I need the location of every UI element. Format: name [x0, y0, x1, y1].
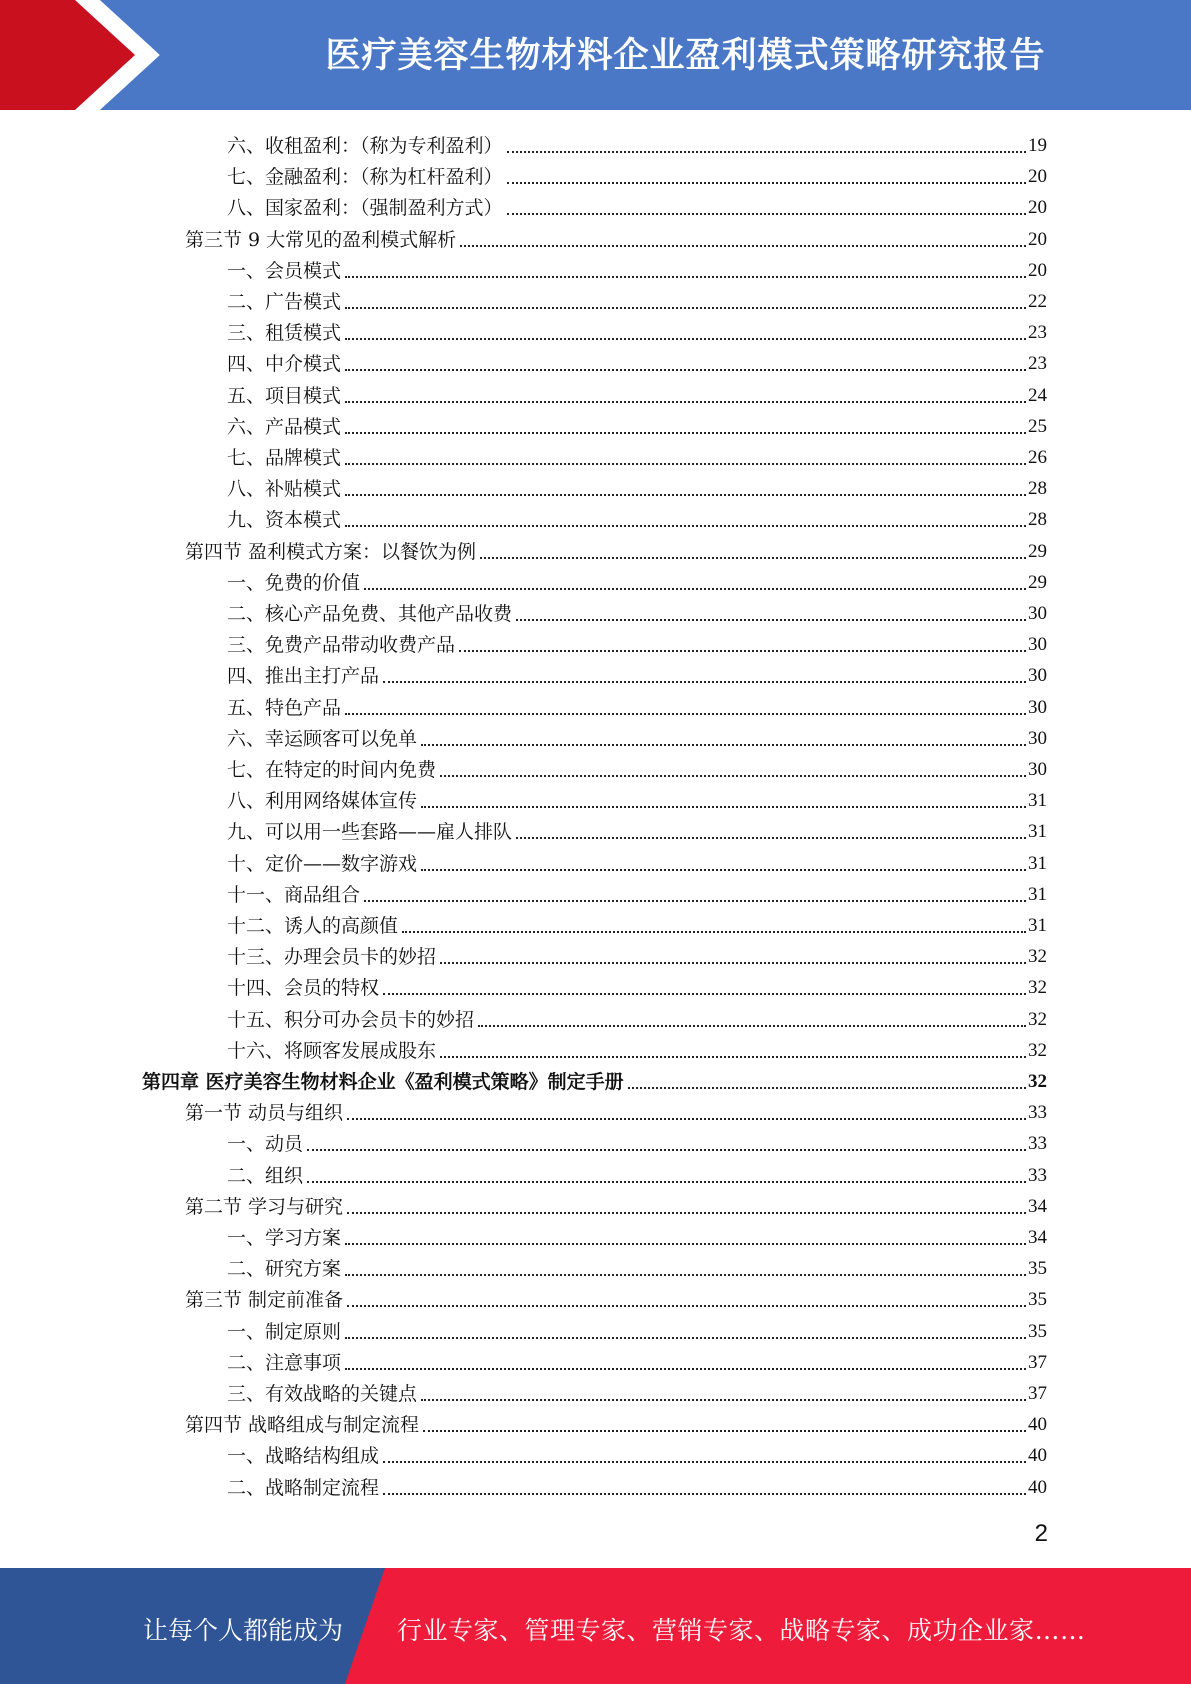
toc-entry-page: 31	[1028, 821, 1047, 843]
toc-entry-page: 30	[1028, 696, 1047, 718]
toc-dot-leader	[364, 588, 1026, 590]
toc-dot-leader	[307, 1181, 1026, 1183]
toc-entry-page: 20	[1028, 259, 1047, 281]
toc-entry-label: 第一节 动员与组织	[185, 1102, 344, 1125]
toc-entry-page: 32	[1028, 946, 1047, 968]
footer-slogan-right: 行业专家、管理专家、营销专家、战略专家、成功企业家……	[397, 1616, 1086, 1645]
toc-entry[interactable]	[227, 690, 1047, 721]
toc-entry-page: 32	[1028, 1008, 1047, 1030]
toc-dot-leader	[507, 213, 1026, 215]
toc-entry-page: 30	[1028, 634, 1047, 656]
toc-entry-page: 20	[1028, 166, 1047, 188]
toc-dot-leader	[307, 1149, 1026, 1151]
toc-entry-page: 37	[1028, 1351, 1047, 1373]
toc-entry[interactable]	[185, 1095, 1047, 1126]
toc-entry[interactable]	[227, 1158, 1047, 1189]
toc-entry-label: 八、利用网络媒体宣传	[227, 790, 418, 813]
toc-dot-leader	[460, 245, 1026, 247]
toc-entry-label: 五、项目模式	[227, 384, 342, 407]
toc-entry[interactable]	[227, 908, 1047, 939]
toc-entry-label: 七、品牌模式	[227, 447, 342, 469]
toc-entry[interactable]	[227, 1002, 1047, 1033]
toc-entry-page: 25	[1028, 415, 1047, 437]
toc-dot-leader	[507, 151, 1026, 153]
toc-entry-label: 一、战略结构组成	[227, 1445, 380, 1468]
toc-entry-page: 35	[1028, 1289, 1047, 1311]
toc-entry-label: 十、定价——数字游戏	[227, 852, 418, 875]
toc-entry-label: 三、有效战略的关键点	[227, 1383, 418, 1405]
toc-entry-page: 26	[1028, 447, 1047, 468]
toc-entry[interactable]	[227, 378, 1047, 409]
toc-entry-label: 第二节 学习与研究	[185, 1195, 344, 1218]
toc-entry-page: 30	[1028, 665, 1047, 687]
toc-entry[interactable]	[227, 315, 1047, 346]
toc-dot-leader	[364, 900, 1026, 902]
toc-entry[interactable]	[227, 1345, 1047, 1376]
toc-dot-leader	[516, 619, 1026, 621]
toc-entry[interactable]	[227, 565, 1047, 596]
toc-entry-label: 二、注意事项	[227, 1351, 342, 1374]
report-title: 医疗美容生物材料企业盈利模式策略研究报告	[325, 36, 1046, 76]
toc-entry-label: 一、学习方案	[227, 1227, 342, 1249]
toc-dot-leader	[345, 525, 1026, 527]
toc-dot-leader	[345, 463, 1026, 465]
toc-entry[interactable]	[227, 783, 1047, 814]
toc-entry[interactable]	[227, 1220, 1047, 1251]
toc-entry[interactable]	[227, 1376, 1047, 1407]
toc-entry-label: 第三节 制定前准备	[185, 1289, 344, 1312]
toc-entry[interactable]	[227, 877, 1047, 908]
toc-entry[interactable]	[227, 1126, 1047, 1157]
toc-entry[interactable]	[227, 1438, 1047, 1469]
toc-entry-page: 28	[1028, 478, 1047, 500]
toc-dot-leader	[478, 1025, 1026, 1027]
toc-entry-label: 第四章 医疗美容生物材料企业《盈利模式策略》制定手册	[142, 1071, 624, 1093]
toc-entry[interactable]	[227, 596, 1047, 627]
toc-entry-page: 31	[1028, 915, 1047, 936]
toc-dot-leader	[423, 1430, 1026, 1432]
toc-entry[interactable]	[227, 159, 1047, 190]
toc-entry-label: 一、免费的价值	[227, 571, 361, 594]
toc-entry[interactable]	[227, 1033, 1047, 1064]
toc-entry[interactable]	[227, 502, 1047, 533]
toc-entry-page: 37	[1028, 1383, 1047, 1404]
toc-entry-page: 33	[1028, 1164, 1047, 1186]
toc-entry-label: 十三、办理会员卡的妙招	[227, 946, 437, 969]
toc-entry-page: 31	[1028, 790, 1047, 812]
toc-entry-page: 35	[1028, 1320, 1047, 1342]
toc-entry-page: 33	[1028, 1133, 1047, 1155]
toc-entry-page: 19	[1028, 135, 1047, 156]
toc-entry[interactable]	[142, 1064, 1047, 1095]
toc-entry-label: 六、收租盈利：（称为专利盈利）	[227, 135, 503, 157]
toc-dot-leader	[421, 869, 1026, 871]
toc-dot-leader	[440, 1056, 1026, 1058]
toc-dot-leader	[421, 1399, 1026, 1401]
toc-entry-page: 35	[1028, 1258, 1047, 1280]
toc-entry-page: 34	[1028, 1195, 1047, 1217]
toc-entry[interactable]	[227, 190, 1047, 221]
toc-entry-page: 31	[1028, 852, 1047, 874]
toc-dot-leader	[383, 1461, 1026, 1463]
toc-entry[interactable]	[227, 346, 1047, 377]
toc-dot-leader	[628, 1087, 1026, 1089]
toc-entry-label: 四、推出主打产品	[227, 665, 380, 688]
toc-entry-label: 八、补贴模式	[227, 478, 342, 501]
toc-entry-page: 23	[1028, 353, 1047, 375]
toc-dot-leader	[516, 837, 1026, 839]
toc-entry-label: 十一、商品组合	[227, 883, 361, 906]
toc-dot-leader	[345, 338, 1026, 340]
toc-entry-label: 九、资本模式	[227, 509, 342, 532]
toc-entry-label: 二、研究方案	[227, 1258, 342, 1281]
toc-entry-page: 29	[1028, 540, 1047, 562]
toc-entry-label: 八、国家盈利：（强制盈利方式）	[227, 197, 503, 220]
toc-entry-label: 二、核心产品免费、其他产品收费	[227, 603, 513, 625]
toc-dot-leader	[383, 681, 1026, 683]
toc-entry-label: 一、会员模式	[227, 259, 342, 282]
toc-entry[interactable]	[227, 752, 1047, 783]
toc-entry-label: 七、金融盈利：（称为杠杆盈利）	[227, 166, 503, 189]
toc-entry[interactable]	[227, 409, 1047, 440]
page-footer	[0, 1568, 1191, 1684]
toc-entry-label: 三、免费产品带动收费产品	[227, 634, 456, 657]
toc-entry[interactable]	[185, 1282, 1047, 1313]
toc-dot-leader	[440, 775, 1026, 777]
toc-dot-leader	[480, 557, 1026, 559]
toc-entry-page: 20	[1028, 228, 1047, 250]
toc-entry[interactable]	[227, 627, 1047, 658]
toc-entry-label: 九、可以用一些套路——雇人排队	[227, 821, 513, 844]
toc-entry-label: 第四节 战略组成与制定流程	[185, 1414, 420, 1437]
toc-dot-leader	[383, 993, 1026, 995]
toc-dot-leader	[345, 276, 1026, 278]
toc-entry[interactable]	[227, 253, 1047, 284]
toc-dot-leader	[345, 494, 1026, 496]
toc-entry[interactable]	[227, 471, 1047, 502]
toc-entry-label: 七、在特定的时间内免费	[227, 759, 437, 781]
toc-dot-leader	[345, 432, 1026, 434]
toc-entry-page: 30	[1028, 759, 1047, 780]
toc-dot-leader	[440, 962, 1026, 964]
toc-entry-label: 十二、诱人的高颜值	[227, 915, 399, 937]
toc-entry-page: 40	[1028, 1414, 1047, 1436]
page-number: 2	[1034, 1520, 1048, 1547]
toc-entry-label: 十六、将顾客发展成股东	[227, 1039, 437, 1062]
toc-dot-leader	[459, 650, 1026, 652]
toc-entry-label: 十五、积分可办会员卡的妙招	[227, 1008, 475, 1031]
toc-entry-label: 二、战略制定流程	[227, 1476, 380, 1499]
toc-entry[interactable]	[185, 534, 1047, 565]
toc-entry[interactable]	[227, 440, 1047, 471]
toc-entry[interactable]	[227, 939, 1047, 970]
toc-entry[interactable]	[227, 128, 1047, 159]
toc-entry[interactable]	[227, 1314, 1047, 1345]
toc-entry-page: 20	[1028, 197, 1047, 219]
toc-entry-label: 二、广告模式	[227, 291, 342, 313]
toc-entry-label: 十四、会员的特权	[227, 977, 380, 1000]
toc-entry-label: 一、动员	[227, 1133, 304, 1156]
toc-dot-leader	[347, 1118, 1026, 1120]
toc-entry[interactable]	[227, 284, 1047, 315]
toc-dot-leader	[402, 931, 1026, 933]
toc-entry-label: 六、幸运顾客可以免单	[227, 727, 418, 750]
toc-dot-leader	[345, 1243, 1026, 1245]
toc-entry[interactable]	[227, 721, 1047, 752]
toc-entry-page: 40	[1028, 1445, 1047, 1467]
toc-dot-leader	[421, 806, 1026, 808]
toc-entry[interactable]	[227, 970, 1047, 1001]
toc-entry-page: 32	[1028, 1071, 1047, 1092]
toc-entry[interactable]	[227, 658, 1047, 689]
toc-entry-page: 30	[1028, 727, 1047, 749]
toc-entry-label: 一、制定原则	[227, 1320, 342, 1343]
toc-entry[interactable]	[227, 814, 1047, 845]
toc-dot-leader	[345, 1274, 1026, 1276]
toc-dot-leader	[345, 307, 1026, 309]
toc-dot-leader	[507, 182, 1026, 184]
toc-dot-leader	[345, 713, 1026, 715]
toc-entry-page: 32	[1028, 1039, 1047, 1061]
toc-entry-page: 24	[1028, 384, 1047, 406]
toc-entry-page: 40	[1028, 1476, 1047, 1498]
toc-dot-leader	[383, 1493, 1026, 1495]
toc-entry[interactable]	[227, 1470, 1047, 1501]
toc-entry[interactable]	[227, 1251, 1047, 1282]
toc-entry[interactable]	[185, 222, 1047, 253]
toc-dot-leader	[345, 369, 1026, 371]
toc-entry-page: 22	[1028, 291, 1047, 312]
toc-entry-page: 31	[1028, 883, 1047, 905]
toc-entry-page: 23	[1028, 322, 1047, 344]
toc-entry-label: 六、产品模式	[227, 415, 342, 438]
toc-entry-page: 28	[1028, 509, 1047, 531]
toc-entry-label: 五、特色产品	[227, 696, 342, 719]
toc-entry-label: 四、中介模式	[227, 353, 342, 376]
toc-entry-page: 30	[1028, 603, 1047, 624]
toc-entry-label: 第三节 9 大常见的盈利模式解析	[185, 228, 457, 251]
toc-entry[interactable]	[227, 846, 1047, 877]
toc-dot-leader	[345, 1368, 1026, 1370]
toc-dot-leader	[345, 401, 1026, 403]
toc-entry-page: 34	[1028, 1227, 1047, 1248]
page-header	[0, 0, 1191, 110]
toc-entry-label: 第四节 盈利模式方案：以餐饮为例	[185, 540, 477, 563]
toc-entry-page: 33	[1028, 1102, 1047, 1124]
toc-entry-label: 二、组织	[227, 1164, 304, 1187]
toc-entry-page: 32	[1028, 977, 1047, 999]
toc-entry-label: 三、租赁模式	[227, 322, 342, 345]
toc-entry[interactable]	[185, 1407, 1047, 1438]
toc-entry-page: 29	[1028, 571, 1047, 593]
toc-entry[interactable]	[185, 1189, 1047, 1220]
toc-dot-leader	[345, 1337, 1026, 1339]
toc-dot-leader	[421, 744, 1026, 746]
toc-dot-leader	[347, 1212, 1026, 1214]
footer-slogan-left: 让每个人都能成为	[143, 1616, 344, 1645]
toc-dot-leader	[347, 1305, 1026, 1307]
